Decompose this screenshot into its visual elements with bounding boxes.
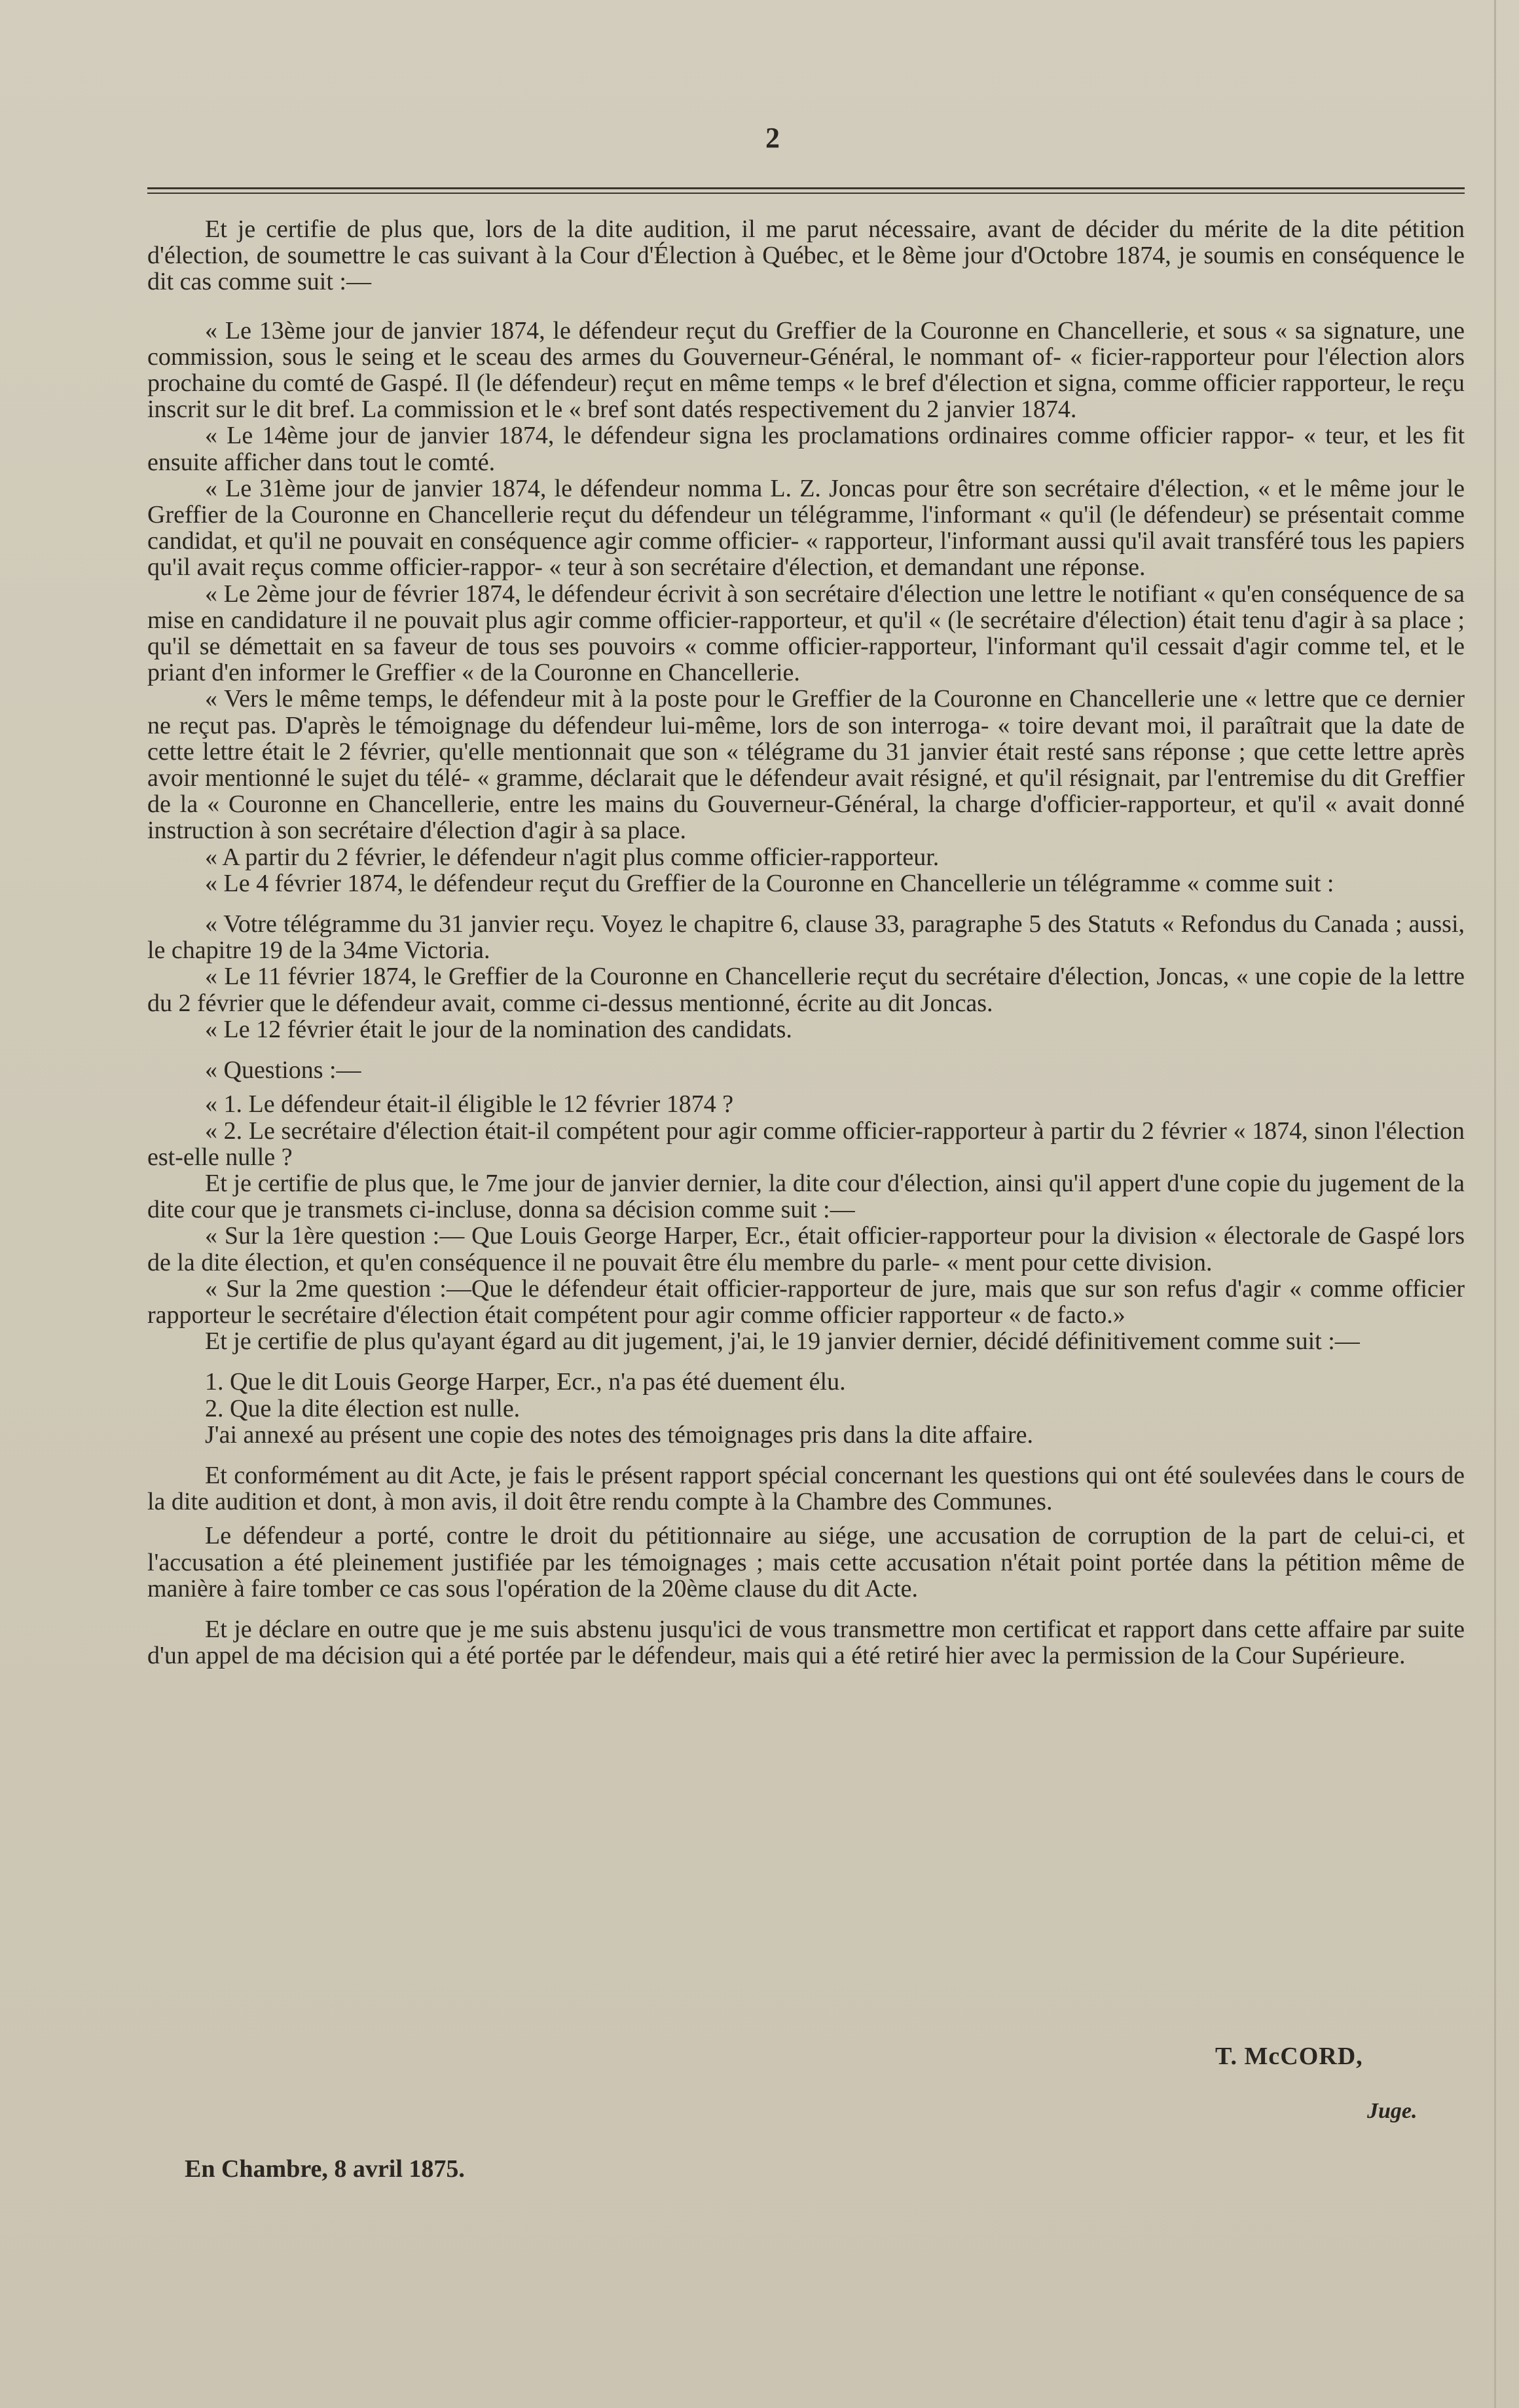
quoted-paragraph: « Le 14ème jour de janvier 1874, le défendeur signa les proclamations ordinaires comme officier rappor- « teur, et les fit ensuite afficher dans tout le comté. bbox=[147, 422, 1465, 476]
paragraph: Et je certifie de plus que, lors de la dite audition, il me parut nécessaire, avant de décider du mérite de la dite pétition d'élection, de soumettre le cas suivant à la Cour d'Élection à Québec, et le 8ème jour d'Octobre 1874, je soumis en conséquence le dit cas comme suit :— bbox=[147, 215, 1465, 296]
quoted-answer: « Sur la 2me question :—Que le défendeur était officier-rapporteur de jure, mais que sur son refus d'agir « comme officier rapporteur le secrétaire d'élection était compétent pour agir comme officier rapporteur « de facto.» bbox=[147, 1274, 1465, 1329]
document-body bbox=[147, 216, 1465, 1669]
quoted-paragraph: « Le 12 février était le jour de la nomination des candidats. bbox=[205, 1015, 792, 1043]
quoted-paragraph: « Le 31ème jour de janvier 1874, le défendeur nomma L. Z. Joncas pour être son secrétaire d'élection, « et le même jour le Greffier de la Couronne en Chancellerie reçut du défendeur un télégramme, l'informant « qu'il (le défendeur) se présentait comme candidat, et qu'il ne pouvait en conséquence agir comme officier- « rapporteur, l'informant aussi qu'il avait transféré tous les papiers qu'il avait reçus comme officier-rappor- « teur à son secrétaire d'élection, et demandant une réponse. bbox=[147, 474, 1465, 582]
quoted-telegram: « Votre télégramme du 31 janvier reçu. Voyez le chapitre 6, clause 33, paragraphe 5 des Statuts « Refondus du Canada ; aussi, le chapitre 19 de la 34me Victoria. bbox=[147, 910, 1465, 965]
signature-title: Juge. bbox=[1367, 2099, 1418, 2123]
header-rule-line bbox=[147, 193, 1465, 194]
decision-item: 1. Que le dit Louis George Harper, Ecr., n'a pas été duement élu. bbox=[205, 1368, 846, 1396]
paragraph: Et conformément au dit Acte, je fais le présent rapport spécial concernant les questions qui ont été soulevées dans le cours de la dite audition et dont, à mon avis, il doit être rendu compte à la Chambre des Communes. bbox=[147, 1461, 1465, 1516]
question-item: « 2. Le secrétaire d'élection était-il compétent pour agir comme officier-rapporteur à partir du 2 février « 1874, sinon l'élection est-elle nulle ? bbox=[147, 1117, 1465, 1171]
quoted-paragraph: « A partir du 2 février, le défendeur n'agit plus comme officier-rapporteur. bbox=[205, 843, 940, 871]
page-edge-shadow bbox=[1494, 0, 1496, 2408]
quoted-paragraph: « Le 4 février 1874, le défendeur reçut du Greffier de la Couronne en Chancellerie un télégramme « comme suit : bbox=[205, 869, 1334, 897]
header-rule bbox=[147, 187, 1465, 197]
question-item: « 1. Le défendeur était-il éligible le 12 février 1874 ? bbox=[205, 1090, 734, 1119]
quoted-paragraph: « Vers le même temps, le défendeur mit à la poste pour le Greffier de la Couronne en Chancellerie une « lettre que ce dernier ne reçut pas. D'après le témoignage du défendeur lui-même, lors de son interroga- « toire devant moi, il paraîtrait que la date de cette lettre était le 2 février, qu'elle mentionnait que son « télégrame du 31 janvier était resté sans réponse ; que cette lettre après avoir mentionné le sujet du télé- « gramme, déclarait que le défendeur avait résigné, et qu'il résignait, par l'entremise du dit Greffier de la « Couronne en Chancellerie, entre les mains du Gouverneur-Général, la charge d'officier-rapporteur, et qu'il « avait donné instruction à son secrétaire d'élection d'agir à sa place. bbox=[147, 685, 1465, 845]
decision-item: 2. Que la dite élection est nulle. bbox=[205, 1394, 521, 1422]
quoted-answer: « Sur la 1ère question :— Que Louis George Harper, Ecr., était officier-rapporteur pour la division « électorale de Gaspé lors de la dite élection, et qu'en conséquence il ne pouvait être élu membre du parle- « ment pour cette division. bbox=[147, 1222, 1465, 1276]
questions-heading: « Questions :— bbox=[205, 1056, 361, 1084]
header-rule-line bbox=[147, 187, 1465, 189]
paragraph: Et je certifie de plus qu'ayant égard au dit jugement, j'ai, le 19 janvier dernier, décidé définitivement comme suit :— bbox=[205, 1327, 1360, 1356]
decision-item: J'ai annexé au présent une copie des notes des témoignages pris dans la dite affaire. bbox=[205, 1420, 1033, 1449]
signature-name: T. McCORD, bbox=[1215, 2043, 1363, 2070]
paragraph: Et je déclare en outre que je me suis abstenu jusqu'ici de vous transmettre mon certificat et rapport dans cette affaire par suite d'un appel de ma décision qui a été portée par le défendeur, mais qui a été retiré hier avec la permission de la Cour Supérieure. bbox=[147, 1615, 1465, 1670]
quoted-paragraph: « Le 13ème jour de janvier 1874, le défendeur reçut du Greffier de la Couronne en Chancellerie, et sous « sa signature, une commission, sous le seing et le sceau des armes du Gouverneur-Général, le nommant of- « ficier-rapporteur pour l'élection alors prochaine du comté de Gaspé. Il (le défendeur) reçut en même temps « le bref d'élection et signa, comme officier rapporteur, le reçu inscrit sur le dit bref. La commission et le « bref sont datés respectivement du 2 janvier 1874. bbox=[147, 316, 1465, 424]
quoted-paragraph: « Le 11 février 1874, le Greffier de la Couronne en Chancellerie reçut du secrétaire d'élection, Joncas, « une copie de la lettre du 2 février que le défendeur avait, comme ci-dessus mentionné, écrite au dit Joncas. bbox=[147, 963, 1465, 1017]
paragraph: Le défendeur a porté, contre le droit du pétitionnaire au siége, une accusation de corruption de la part de celui-ci, et l'accusation a été pleinement justifiée par les témoignages ; mais cette accusation n'était point portée dans la pétition même de manière à faire tomber ce cas sous l'opération de la 20ème clause du dit Acte. bbox=[147, 1522, 1465, 1602]
paragraph: Et je certifie de plus que, le 7me jour de janvier dernier, la dite cour d'élection, ainsi qu'il appert d'une copie du jugement de la dite cour que je transmets ci-incluse, donna sa décision comme suit :— bbox=[147, 1169, 1465, 1224]
quoted-paragraph: « Le 2ème jour de février 1874, le défendeur écrivit à son secrétaire d'élection une lettre le notifiant « qu'en conséquence de sa mise en candidature il ne pouvait plus agir comme officier-rapporteur, et qu'il « (le secrétaire d'élection) était tenu d'agir à sa place ; qu'il se démettait en sa faveur de tous ses pouvoirs « comme officier-rapporteur, l'informant qu'il cessait d'agir comme tel, et le priant d'en informer le Greffier « de la Couronne en Chancellerie. bbox=[147, 580, 1465, 687]
place-date: En Chambre, 8 avril 1875. bbox=[185, 2155, 465, 2183]
page-number: 2 bbox=[765, 122, 780, 154]
